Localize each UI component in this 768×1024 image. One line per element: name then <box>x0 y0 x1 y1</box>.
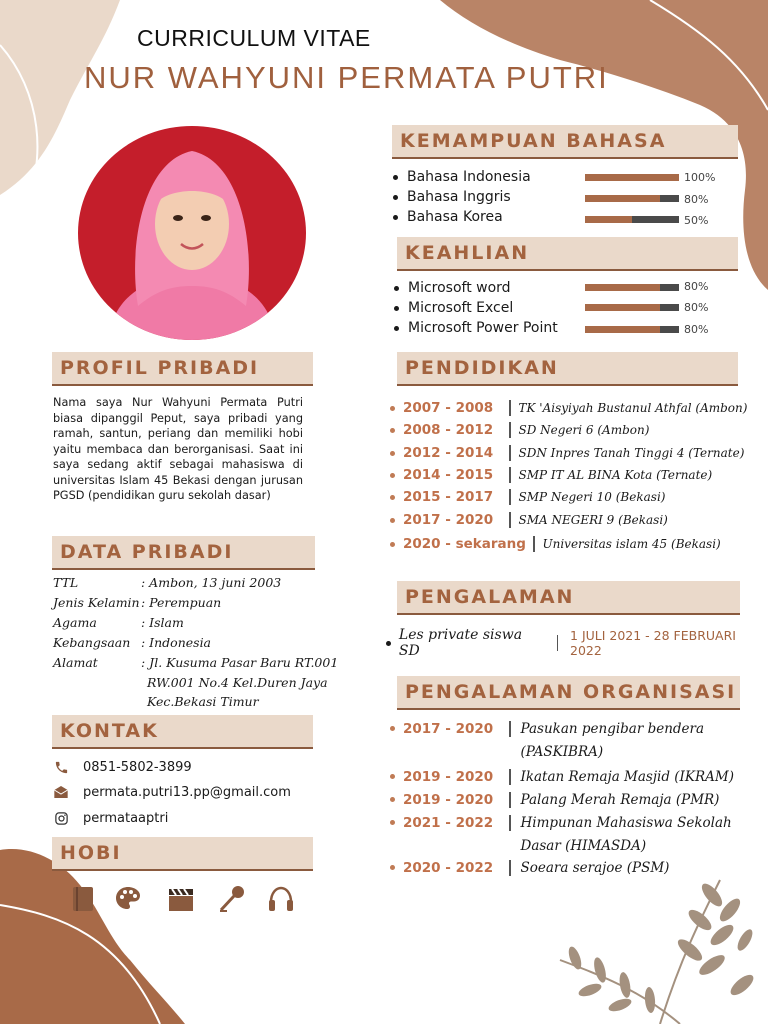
hobby-header <box>52 837 313 871</box>
language-percent: 100% <box>684 171 716 184</box>
education-row: 2014 - 2015 SMP IT AL BINA Kota (Ternate) <box>390 465 712 485</box>
languages-title: KEMAMPUAN BAHASA <box>400 130 667 152</box>
book-icon <box>68 884 98 914</box>
clapperboard-icon <box>166 884 196 914</box>
language-bar <box>585 174 679 181</box>
organization-row: 2019 - 2020 Palang Merah Remaja (PMR) <box>390 789 751 812</box>
education-row: 2017 - 2020 SMA NEGERI 9 (Bekasi) <box>390 510 668 530</box>
language-percent: 50% <box>684 214 709 227</box>
skill-percent: 80% <box>684 280 709 293</box>
hobby-title: HOBI <box>60 842 122 864</box>
organization-header <box>397 676 740 710</box>
instagram-icon <box>53 810 69 826</box>
experience-period: 1 JULI 2021 - 28 FEBRUARI 2022 <box>570 628 736 658</box>
profile-header <box>52 352 313 386</box>
languages-list <box>393 167 531 227</box>
personal-row-nationality: Kebangsaan : Indonesia <box>53 635 212 650</box>
address-continued: RW.001 No.4 Kel.Duren Jaya <box>147 675 328 690</box>
personal-row-address: Alamat : Jl. Kusuma Pasar Baru RT.001 <box>53 655 339 670</box>
leaf-decoration <box>560 880 757 1024</box>
skill-bar <box>585 304 679 311</box>
education-row: 2007 - 2008 TK 'Aisyiyah Bustanul Athfal (Ambon) <box>390 398 747 418</box>
education-row: 2012 - 2014 SDN Inpres Tanah Tinggi 4 (Ternate) <box>390 443 744 463</box>
education-row: 2015 - 2017 SMP Negeri 10 (Bekasi) <box>390 487 665 507</box>
experience-item: Les private siswa SD <box>398 627 523 659</box>
personal-row-religion: Agama : Islam <box>53 615 184 630</box>
personal-row-gender: Jenis Kelamin: Perempuan <box>53 595 222 610</box>
profile-text: Nama saya Nur Wahyuni Permata Putri biasa dipanggil Peput, saya pribadi yang ramah, santun, periang dan memiliki hobi yaitu membaca dan berorganisasi. Saat ini saya sedang aktif sebagai mahasiswa di universitas Islam 45 Bekasi dengan jurusan PGSD (pendidikan guru sekolah dasar) <box>53 396 303 502</box>
language-item: Bahasa Korea <box>393 207 531 227</box>
contact-header <box>52 715 313 749</box>
language-bar <box>585 216 679 223</box>
headphones-icon <box>266 884 296 914</box>
organization-row: 2021 - 2022 Himpunan Mahasiswa Sekolah Dasar (HIMASDA) <box>390 812 751 858</box>
phone-number: 0851-5802-3899 <box>83 759 192 775</box>
mail-icon <box>53 784 69 800</box>
education-row: 2008 - 2012 SD Negeri 6 (Ambon) <box>390 420 649 440</box>
contact-title: KONTAK <box>60 720 159 742</box>
organization-row: 2019 - 2020 Ikatan Remaja Masjid (IKRAM) <box>390 766 751 789</box>
organization-title: PENGALAMAN ORGANISASI <box>405 681 737 703</box>
languages-header <box>392 125 738 159</box>
bottom-left-blob <box>0 849 185 1024</box>
education-row: 2020 - sekarang Universitas islam 45 (Bekasi) <box>390 534 721 554</box>
language-item: Bahasa Inggris <box>393 187 531 207</box>
contact-instagram[interactable] <box>53 810 168 826</box>
skills-list <box>394 278 558 338</box>
personal-row-ttl: TTL : Ambon, 13 juni 2003 <box>53 575 282 590</box>
skill-item: Microsoft Power Point <box>394 318 558 338</box>
organization-row: 2017 - 2020 Pasukan pengibar bendera (PASKIBRA) <box>390 718 751 764</box>
palette-icon <box>113 884 143 914</box>
skill-bar <box>585 284 679 291</box>
skills-header <box>397 237 738 271</box>
language-percent: 80% <box>684 193 709 206</box>
phone-icon <box>53 759 69 775</box>
education-header <box>397 352 738 386</box>
language-item: Bahasa Indonesia <box>393 167 531 187</box>
skill-bar <box>585 326 679 333</box>
personal-data-title: DATA PRIBADI <box>60 541 234 563</box>
instagram-handle: permataaptri <box>83 810 169 826</box>
contact-email[interactable] <box>53 784 291 800</box>
personal-data-header <box>52 536 315 570</box>
cv-label: CURRICULUM VITAE <box>137 25 371 51</box>
contact-phone[interactable] <box>53 759 192 775</box>
experience-row <box>386 627 768 659</box>
microphone-icon <box>217 884 247 914</box>
language-bar <box>585 195 679 202</box>
profile-photo <box>78 126 306 340</box>
skill-item: Microsoft word <box>394 278 558 298</box>
person-name: NUR WAHYUNI PERMATA PUTRI <box>84 60 609 95</box>
address-continued: Kec.Bekasi Timur <box>147 694 259 709</box>
profile-title: PROFIL PRIBADI <box>60 357 260 379</box>
skill-percent: 80% <box>684 323 709 336</box>
education-title: PENDIDIKAN <box>405 357 559 379</box>
experience-header <box>397 581 740 615</box>
skill-item: Microsoft Excel <box>394 298 558 318</box>
organization-row: 2020 - 2022 Soeara serajoe (PSM) <box>390 857 751 880</box>
skill-percent: 80% <box>684 301 709 314</box>
skills-title: KEAHLIAN <box>405 242 530 264</box>
experience-title: PENGALAMAN <box>405 586 575 608</box>
email-address: permata.putri13.pp@gmail.com <box>83 784 291 800</box>
